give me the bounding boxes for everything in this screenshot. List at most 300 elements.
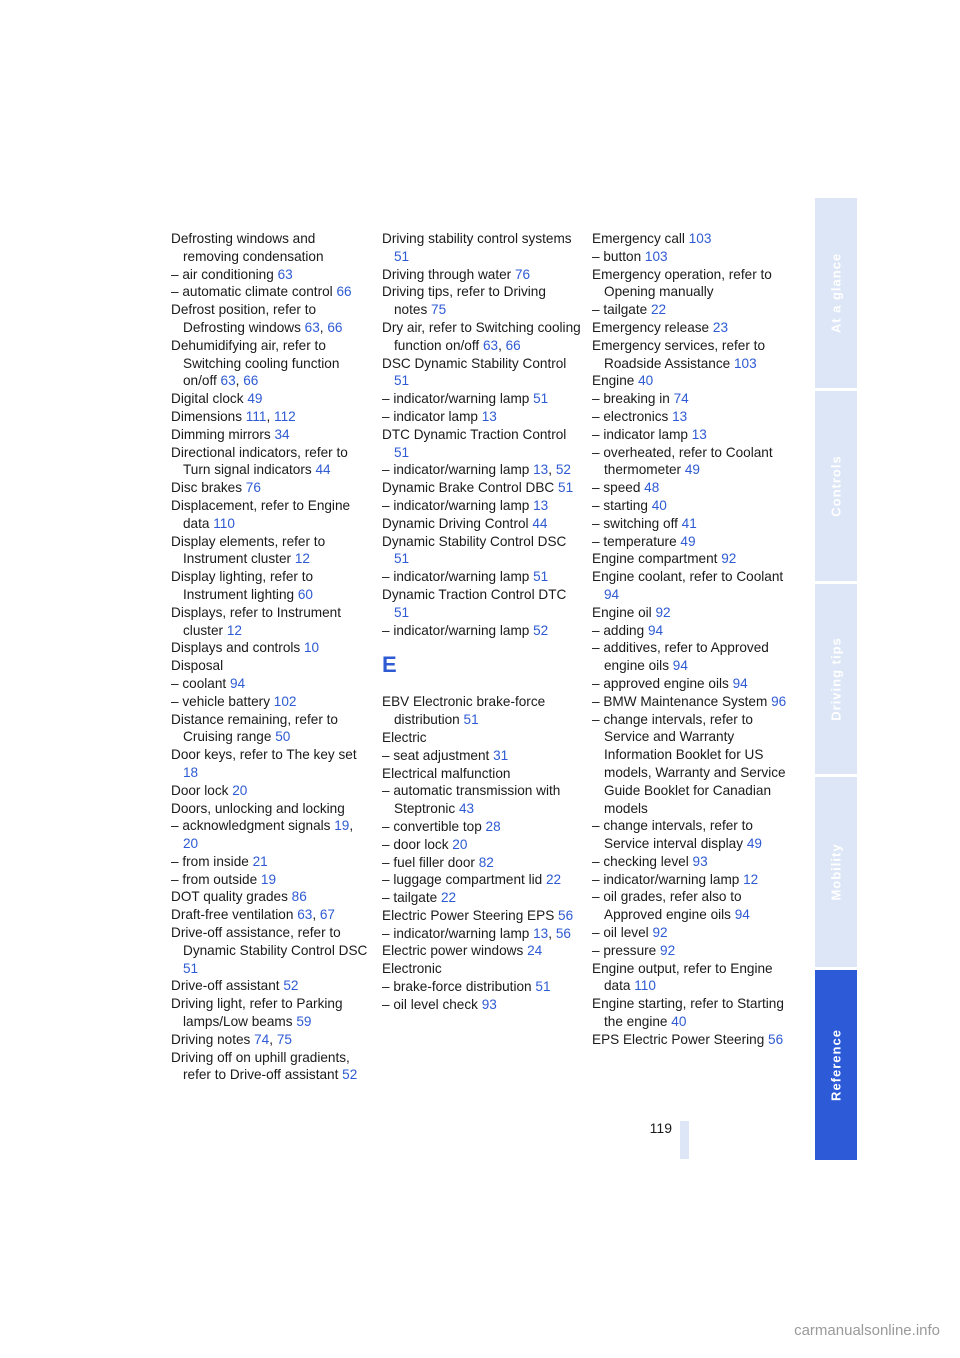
index-entry xyxy=(171,853,371,871)
page-link[interactable]: 13 xyxy=(533,462,549,478)
tab-label: Reference xyxy=(828,1029,844,1101)
index-entry xyxy=(592,568,792,604)
page-link[interactable]: 22 xyxy=(650,302,667,318)
index-entry-text: DSC Dynamic Stability Control xyxy=(382,355,567,371)
index-entry-text: EPS Electric Power Steering xyxy=(592,1031,765,1047)
index-entry-text: – breaking in xyxy=(592,391,670,407)
index-entry-text: – fuel filler door xyxy=(382,854,475,870)
index-entry xyxy=(592,266,792,302)
page-link[interactable]: 75 xyxy=(431,302,447,318)
index-entry xyxy=(382,978,582,996)
index-entry-text: Displays, refer to Instrument cluster xyxy=(171,604,341,638)
page-link[interactable]: 76 xyxy=(245,480,261,496)
index-entry xyxy=(592,337,792,373)
index-entry-text: – brake-force distribution xyxy=(382,979,532,995)
index-entry xyxy=(382,586,582,622)
index-entry xyxy=(382,871,582,889)
index-entry xyxy=(171,888,371,906)
page-link[interactable]: 92 xyxy=(655,604,671,620)
index-entry-text: – overheated, refer to Coolant thermometer xyxy=(592,444,773,478)
index-entry xyxy=(171,657,371,675)
tab-driving-tips[interactable] xyxy=(815,584,857,774)
index-entry-text: – indicator/warning lamp xyxy=(382,569,530,585)
index-entry-text: – indicator lamp xyxy=(592,426,688,442)
index-entry xyxy=(592,639,792,675)
index-entry-text: – temperature xyxy=(592,533,677,549)
page-link[interactable]: 18 xyxy=(183,764,199,780)
watermark: carmanualsonline.info xyxy=(794,1322,940,1339)
tab-label: Controls xyxy=(828,455,844,517)
page-link[interactable]: 74 xyxy=(254,1031,270,1047)
page-link[interactable]: 67 xyxy=(319,907,335,923)
index-entry-text: Drive-off assistance, refer to Dynamic Stability Control DSC xyxy=(171,925,368,958)
page-link[interactable]: 22 xyxy=(545,872,562,888)
index-entry xyxy=(382,996,582,1014)
index-entry-text: Dimming mirrors xyxy=(171,426,271,442)
index-entry-text: Disc brakes xyxy=(171,480,243,496)
index-entry-text: – acknowledgment signals xyxy=(171,818,331,834)
index-entry-text: – checking level xyxy=(592,853,689,869)
index-entry xyxy=(382,283,582,319)
index-entry-text: – indicator lamp xyxy=(382,408,478,424)
index-column-1 xyxy=(171,230,371,1084)
page-marker xyxy=(680,1121,689,1159)
index-entry-text: – electronics xyxy=(592,408,669,424)
page-link[interactable]: 75 xyxy=(276,1031,292,1047)
index-entry xyxy=(171,639,371,657)
index-entry xyxy=(592,408,792,426)
index-entry-text: Disposal xyxy=(171,658,224,674)
index-entry-text: – indicator/warning lamp xyxy=(382,925,530,941)
index-entry-text: – convertible top xyxy=(382,818,482,834)
index-entry xyxy=(171,746,371,782)
page-link[interactable]: 82 xyxy=(478,854,494,870)
page-link[interactable]: 51 xyxy=(183,960,199,976)
tab-mobility[interactable] xyxy=(815,777,857,967)
index-entry-text: – switching off xyxy=(592,515,678,531)
page-link[interactable]: 86 xyxy=(291,889,307,905)
page-link[interactable]: 51 xyxy=(394,444,410,460)
page-link[interactable]: 40 xyxy=(671,1014,687,1030)
page-link[interactable]: 40 xyxy=(651,497,667,513)
index-entry-text: Dehumidifying air, refer to Switching cooling function on/off xyxy=(171,337,340,389)
tab-label: Mobility xyxy=(828,843,844,901)
index-entry xyxy=(592,960,792,996)
index-entry-text: – button xyxy=(592,248,642,264)
page-link[interactable]: 31 xyxy=(493,747,509,763)
page-link[interactable]: 20 xyxy=(183,836,199,852)
page-link[interactable]: 44 xyxy=(532,515,548,531)
index-entry xyxy=(171,782,371,800)
index-entry-text: Doors, unlocking and locking xyxy=(171,800,345,816)
index-entry xyxy=(171,977,371,995)
page-link[interactable]: 13 xyxy=(672,408,688,424)
index-entry-text: – adding xyxy=(592,622,645,638)
page-link[interactable]: 111 xyxy=(245,408,267,424)
page-link[interactable]: 50 xyxy=(275,729,291,745)
index-entry xyxy=(382,907,582,925)
page-link[interactable]: 13 xyxy=(691,426,707,442)
index-entry-text: – change intervals, refer to Service and Warranty Information Booklet for US models, Warranty and Service Guide Booklet for Canadian models xyxy=(592,711,786,816)
index-entry: Dehumidifying air, refer to Switching cooling function on/off 63, 66 xyxy=(171,337,340,389)
page-link[interactable]: 103 xyxy=(644,248,668,264)
index-entry xyxy=(382,266,582,284)
index-entry xyxy=(592,995,792,1031)
page-link[interactable]: 51 xyxy=(463,712,479,728)
index-entry xyxy=(592,853,792,871)
index-entry-text: – additives, refer to Approved engine oils xyxy=(592,640,769,674)
page-link[interactable]: 59 xyxy=(296,1014,312,1030)
page-link[interactable]: 19 xyxy=(334,818,350,834)
page-link[interactable]: 102 xyxy=(273,693,297,709)
page-link[interactable]: 20 xyxy=(232,782,248,798)
page-link[interactable]: 51 xyxy=(558,480,574,496)
index-entry xyxy=(382,818,582,836)
index-entry xyxy=(592,372,792,390)
index-entry-text: – speed xyxy=(592,480,641,496)
index-entry-text: – luggage compartment lid xyxy=(382,872,543,888)
index-entry xyxy=(171,266,371,284)
page-link[interactable]: 44 xyxy=(315,462,331,478)
index-entry xyxy=(382,960,582,978)
index-entry-text: Electronic xyxy=(382,961,442,977)
page-link[interactable]: 66 xyxy=(336,284,352,300)
index-entry-text: Engine compartment xyxy=(592,551,718,567)
index-entry-text: – pressure xyxy=(592,942,657,958)
index-entry-text: Directional indicators, refer to Turn signal indicators xyxy=(171,444,348,478)
index-entry xyxy=(171,479,371,497)
index-column-3 xyxy=(592,230,792,1049)
index-entry xyxy=(382,729,582,747)
index-entry-text: Dimensions xyxy=(171,408,243,424)
index-entry-text: Electric xyxy=(382,729,427,745)
index-entry-text: – indicator/warning lamp xyxy=(382,497,530,513)
index-entry xyxy=(382,230,582,266)
index-entry-text: Driving stability control systems xyxy=(382,231,572,246)
index-entry xyxy=(382,782,582,818)
index-entry-text: EBV Electronic brake-force distribution xyxy=(382,694,546,728)
page-link[interactable]: 110 xyxy=(634,978,656,994)
page-link[interactable]: 92 xyxy=(721,551,737,567)
page-link[interactable]: 94 xyxy=(734,907,750,923)
index-entry xyxy=(592,550,792,568)
index-entry-text: – indicator/warning lamp xyxy=(382,462,530,478)
index-entry-text: Driving notes xyxy=(171,1031,251,1047)
page-link[interactable]: 51 xyxy=(535,979,551,995)
page-link[interactable]: 51 xyxy=(394,604,410,620)
page-link[interactable]: 22 xyxy=(440,890,457,906)
index-entry-text: – starting xyxy=(592,497,648,513)
page-link[interactable]: 20 xyxy=(452,836,468,852)
page-link[interactable]: 19 xyxy=(260,871,277,887)
index-entry-text: – change intervals, refer to Service interval display xyxy=(592,818,753,852)
index-entry xyxy=(592,301,792,319)
page-link[interactable]: 63 xyxy=(304,319,320,335)
index-entry-text: Defrost position, refer to Defrosting windows xyxy=(171,302,317,335)
index-entry-text: – indicator/warning lamp xyxy=(382,391,530,407)
index-entry-text: Dynamic Stability Control DSC xyxy=(382,533,567,549)
index-entry xyxy=(171,497,371,533)
index-entry: – acknowledgment signals 19, 20 xyxy=(171,818,354,852)
index-entry xyxy=(382,390,582,408)
index-entry-text: – from inside xyxy=(171,853,249,869)
page-link[interactable]: 66 xyxy=(505,337,521,353)
page-link[interactable]: 48 xyxy=(644,480,660,496)
index-entry-text: Dry air, refer to Switching cooling function on/off xyxy=(382,319,581,353)
page-link[interactable]: 49 xyxy=(684,462,700,478)
index-entry-text: – oil level xyxy=(592,925,649,941)
page-link[interactable]: 10 xyxy=(303,640,320,656)
index-entry xyxy=(171,390,371,408)
index-entry: Dimensions 111, 112 xyxy=(171,408,296,424)
index-entry-text: Driving tips, refer to Driving notes xyxy=(382,284,546,318)
index-entry xyxy=(171,283,371,301)
index-entry-text: Emergency release xyxy=(592,319,710,335)
index-entry-text: Engine coolant, refer to Coolant xyxy=(592,569,784,585)
index-entry xyxy=(592,1031,792,1049)
index-entry xyxy=(171,568,371,604)
tab-label: Driving tips xyxy=(828,637,844,721)
index-entry-text: Digital clock xyxy=(171,391,244,407)
index-entry xyxy=(382,854,582,872)
index-entry xyxy=(171,230,371,266)
page-link[interactable]: 51 xyxy=(394,248,410,264)
index-entry-text: – BMW Maintenance System xyxy=(592,693,768,709)
index-entry xyxy=(592,426,792,444)
page-link[interactable]: 103 xyxy=(688,231,712,246)
section-tabs xyxy=(815,198,857,1160)
index-entry-text: Engine oil xyxy=(592,604,652,620)
index-entry xyxy=(171,871,371,889)
index-entry xyxy=(592,248,792,266)
page-link[interactable]: 51 xyxy=(394,551,410,567)
index-entry-text: Electric power windows xyxy=(382,943,524,959)
index-entry xyxy=(382,747,582,765)
index-entry-text: – approved engine oils xyxy=(592,675,729,691)
page-link[interactable]: 94 xyxy=(732,675,748,691)
page-link[interactable]: 51 xyxy=(533,391,549,407)
index-entry xyxy=(382,568,582,586)
index-entry: Dry air, refer to Switching cooling function on/off 63, 66 xyxy=(382,319,581,353)
index-entry xyxy=(382,836,582,854)
page-link[interactable]: 49 xyxy=(247,391,263,407)
index-entry-text: – from outside xyxy=(171,871,258,887)
page-link[interactable]: 63 xyxy=(220,373,236,389)
index-entry xyxy=(171,924,371,977)
page-link[interactable]: 23 xyxy=(712,319,729,335)
index-entry xyxy=(592,479,792,497)
index-entry-text: Driving through water xyxy=(382,266,512,282)
index-entry-text: Defrosting windows and removing condensation xyxy=(171,231,324,264)
page-link[interactable]: 110 xyxy=(213,515,235,531)
index-entry-text: Dynamic Traction Control DTC xyxy=(382,586,567,602)
page-link[interactable]: 51 xyxy=(533,569,549,585)
index-entry-text: – air conditioning xyxy=(171,266,274,282)
index-entry xyxy=(171,426,371,444)
page-link[interactable]: 52 xyxy=(555,462,571,478)
page-link[interactable]: 96 xyxy=(771,693,787,709)
index-entry-text: Door lock xyxy=(171,782,229,798)
page-link[interactable]: 40 xyxy=(638,373,654,389)
index-entry-text: Display lighting, refer to Instrument lighting xyxy=(171,569,314,602)
index-entry-text: – tailgate xyxy=(382,890,438,906)
page-link[interactable]: 56 xyxy=(768,1031,784,1047)
tab-at-a-glance[interactable] xyxy=(815,198,857,388)
index-entry xyxy=(171,711,371,747)
index-entry xyxy=(592,924,792,942)
index-entry-text: DOT quality grades xyxy=(171,889,288,905)
page-link[interactable]: 34 xyxy=(274,426,290,442)
index-entry-text: – tailgate xyxy=(592,302,648,318)
page-link[interactable]: 103 xyxy=(733,355,757,371)
index-entry-text: Draft-free ventilation xyxy=(171,907,294,923)
page-link[interactable]: 74 xyxy=(673,391,689,407)
page-link[interactable]: 93 xyxy=(692,853,708,869)
page-link[interactable]: 49 xyxy=(746,836,762,852)
index-entry-text: Displacement, refer to Engine data xyxy=(171,497,351,531)
index-entry xyxy=(592,888,792,924)
page-link[interactable]: 63 xyxy=(277,266,293,282)
index-entry xyxy=(592,444,792,480)
page-link[interactable]: 24 xyxy=(527,943,543,959)
index-entry xyxy=(592,497,792,515)
index-entry-text: – seat adjustment xyxy=(382,747,490,763)
index-entry-text: Engine output, refer to Engine data xyxy=(592,960,773,994)
page-link[interactable]: 93 xyxy=(481,996,497,1012)
page-link[interactable]: 94 xyxy=(229,675,246,691)
index-entry xyxy=(171,675,371,693)
tab-label: At a glance xyxy=(828,252,844,334)
page-link[interactable]: 28 xyxy=(485,818,501,834)
page-link[interactable]: 12 xyxy=(294,551,310,567)
page-link[interactable]: 21 xyxy=(252,853,268,869)
index-entry-text: DTC Dynamic Traction Control xyxy=(382,426,567,442)
page-link[interactable]: 52 xyxy=(342,1067,358,1083)
index-entry-text: Distance remaining, refer to Cruising range xyxy=(171,711,338,745)
index-entry xyxy=(382,693,582,729)
page-number: 119 xyxy=(649,1120,672,1136)
index-entry-text: Dynamic Driving Control xyxy=(382,515,529,531)
index-entry xyxy=(382,942,582,960)
index-entry xyxy=(382,622,582,640)
page-link[interactable]: 63 xyxy=(482,337,499,353)
index-entry-text: – automatic climate control xyxy=(171,284,333,300)
index-entry xyxy=(171,533,371,569)
page-link[interactable]: 92 xyxy=(660,942,676,958)
index-entry-text: – oil grades, refer also to Approved engine oils xyxy=(592,889,742,923)
index-entry xyxy=(592,817,792,853)
index-entry: – indicator/warning lamp 13, 56 xyxy=(382,925,571,941)
index-entry-text: Dynamic Brake Control DBC xyxy=(382,480,555,496)
index-entry xyxy=(382,515,582,533)
index-entry-text: Displays and controls xyxy=(171,640,301,656)
index-entry-text: Door keys, refer to The key set xyxy=(171,747,357,763)
page-link[interactable]: 13 xyxy=(481,408,497,424)
index-entry xyxy=(171,800,371,818)
tab-controls[interactable] xyxy=(815,391,857,581)
index-entry xyxy=(382,497,582,515)
index-entry: Defrost position, refer to Defrosting windows 63, 66 xyxy=(171,302,343,335)
index-entry-text: – automatic transmission with Steptronic xyxy=(382,783,561,817)
index-column-2 xyxy=(382,230,582,1014)
page-link[interactable]: 63 xyxy=(297,907,313,923)
index-entry-text: Driving off on uphill gradients, refer to Drive-off assistant xyxy=(171,1049,350,1083)
index-entry-text: Electric Power Steering EPS xyxy=(382,907,555,923)
index-entry-text: – indicator/warning lamp xyxy=(592,871,740,887)
index-entry xyxy=(382,426,582,462)
index-entry-text: – coolant xyxy=(171,675,227,691)
index-entry-text: Drive-off assistant xyxy=(171,978,280,994)
page-link[interactable]: 112 xyxy=(274,408,296,424)
page-link[interactable]: 43 xyxy=(459,801,475,817)
index-entry: – indicator/warning lamp 13, 52 xyxy=(382,462,571,478)
index-entry: Draft-free ventilation 63, 67 xyxy=(171,907,335,923)
index-entry xyxy=(171,1049,371,1085)
index-entry-text: – door lock xyxy=(382,836,449,852)
index-entry xyxy=(592,390,792,408)
index-entry-text: – oil level check xyxy=(382,996,478,1012)
index-entry-text: – vehicle battery xyxy=(171,693,270,709)
page-link[interactable]: 56 xyxy=(558,907,574,923)
page-link[interactable]: 12 xyxy=(743,871,759,887)
page-link[interactable]: 66 xyxy=(327,319,343,335)
page-link[interactable]: 12 xyxy=(226,622,242,638)
index-entry-text: Engine xyxy=(592,373,635,389)
page-link[interactable]: 94 xyxy=(604,586,620,602)
index-entry-text: Emergency operation, refer to Opening manually xyxy=(592,266,772,300)
index-entry xyxy=(592,675,792,693)
page-link[interactable]: 13 xyxy=(533,497,549,513)
index-letter-heading: E xyxy=(382,652,397,678)
page-link[interactable]: 56 xyxy=(555,925,571,941)
index-entry xyxy=(171,693,371,711)
index-entry xyxy=(592,230,792,248)
index-entry: Driving notes 74, 75 xyxy=(171,1031,292,1047)
index-entry xyxy=(592,515,792,533)
page-link[interactable]: 49 xyxy=(680,533,696,549)
index-entry xyxy=(592,604,792,622)
page-link[interactable]: 41 xyxy=(681,515,697,531)
index-entry xyxy=(382,355,582,391)
index-entry-text: Engine starting, refer to Starting the engine xyxy=(592,996,784,1030)
index-entry xyxy=(592,711,792,818)
index-entry-text: Emergency call xyxy=(592,231,685,246)
page-link[interactable]: 66 xyxy=(243,373,259,389)
page-link[interactable]: 51 xyxy=(394,373,410,389)
page-link[interactable]: 94 xyxy=(647,622,664,638)
index-entry xyxy=(171,444,371,480)
index-entry-text: Driving light, refer to Parking lamps/Low beams xyxy=(171,996,343,1030)
page-link[interactable]: 13 xyxy=(533,925,549,941)
page-link[interactable]: 76 xyxy=(514,266,531,282)
page-link[interactable]: 94 xyxy=(672,658,688,674)
page-link[interactable]: 52 xyxy=(533,622,549,638)
index-entry xyxy=(592,622,792,640)
index-entry xyxy=(592,319,792,337)
index-entry-text: Emergency services, refer to Roadside Assistance xyxy=(592,337,766,371)
index-entry xyxy=(592,693,792,711)
page-link[interactable]: 52 xyxy=(283,978,299,994)
page-link[interactable]: 92 xyxy=(652,925,668,941)
index-entry xyxy=(382,408,582,426)
index-entry-text: Electrical malfunction xyxy=(382,765,511,781)
index-entry-text: Display elements, refer to Instrument cluster xyxy=(171,533,326,567)
index-entry xyxy=(171,604,371,640)
page-link[interactable]: 60 xyxy=(297,586,313,602)
tab-reference[interactable] xyxy=(815,970,857,1160)
index-entry xyxy=(592,942,792,960)
index-entry-text: – indicator/warning lamp xyxy=(382,622,530,638)
